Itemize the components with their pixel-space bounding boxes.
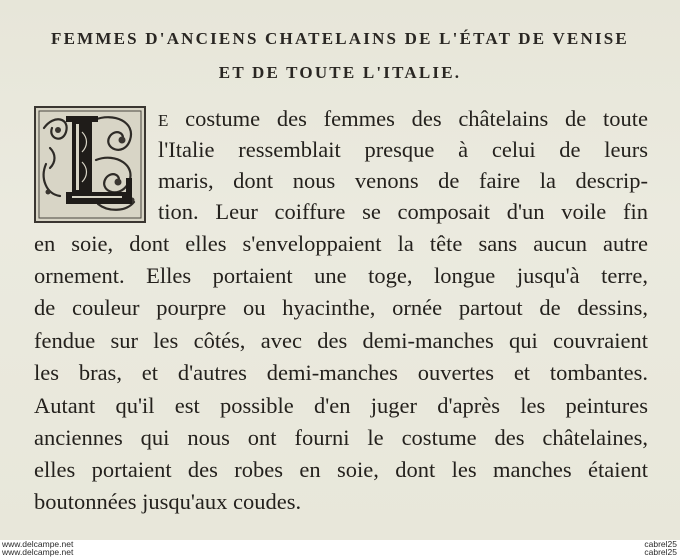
body-line-9: les bras, et d'autres demi-manches ouvertes et tombantes. xyxy=(34,360,648,385)
page-title-continued: ET DE TOUTE L'ITALIE. xyxy=(218,63,462,82)
body-line-2: l'Italie ressemblait presque à celui de leurs xyxy=(158,137,648,162)
body-line-6: ornement. Elles portaient une toge, longue jusqu'à terre, xyxy=(34,263,648,288)
body-line-1-text: E costume des femmes des châtelains de toute xyxy=(158,106,648,131)
drop-cap-ornament-icon xyxy=(36,108,144,221)
watermark-bar xyxy=(0,540,680,557)
body-line-12: elles portaient des robes en soie, dont les manches étaient xyxy=(34,457,648,482)
small-capital-letter: E xyxy=(158,111,169,130)
body-line-8: fendue sur les côtés, avec des demi-manches qui couvraient xyxy=(34,328,648,353)
body-line-5: en soie, dont elles s'enveloppaient la tête sans aucun autre xyxy=(34,231,648,256)
body-line-11: anciennes qui nous ont fourni le costume des châtelaines, xyxy=(34,425,648,450)
watermark-site: www.delcampe.net xyxy=(2,539,74,549)
body-line-13: boutonnées jusqu'aux coudes. xyxy=(34,489,302,514)
body-line-10: Autant qu'il est possible d'en juger d'après les peintures xyxy=(34,393,648,418)
body-line-4: tion. Leur coiffure se composait d'un voile fin xyxy=(158,199,648,224)
body-line-1 xyxy=(158,108,648,131)
page-title: FEMMES D'ANCIENS CHATELAINS DE L'ÉTAT DE VENISE xyxy=(51,29,629,48)
watermark-site-repeat: www.delcampe.net xyxy=(2,547,74,557)
watermark-seller: cabrel25 xyxy=(644,539,677,549)
body-line-7: de couleur pourpre ou hyacinthe, ornée partout de dessins, xyxy=(34,295,648,320)
watermark-seller-repeat: cabrel25 xyxy=(644,547,677,557)
body-line-3: maris, dont nous venons de faire la descrip- xyxy=(158,168,648,193)
ornamental-drop-cap xyxy=(34,106,146,223)
